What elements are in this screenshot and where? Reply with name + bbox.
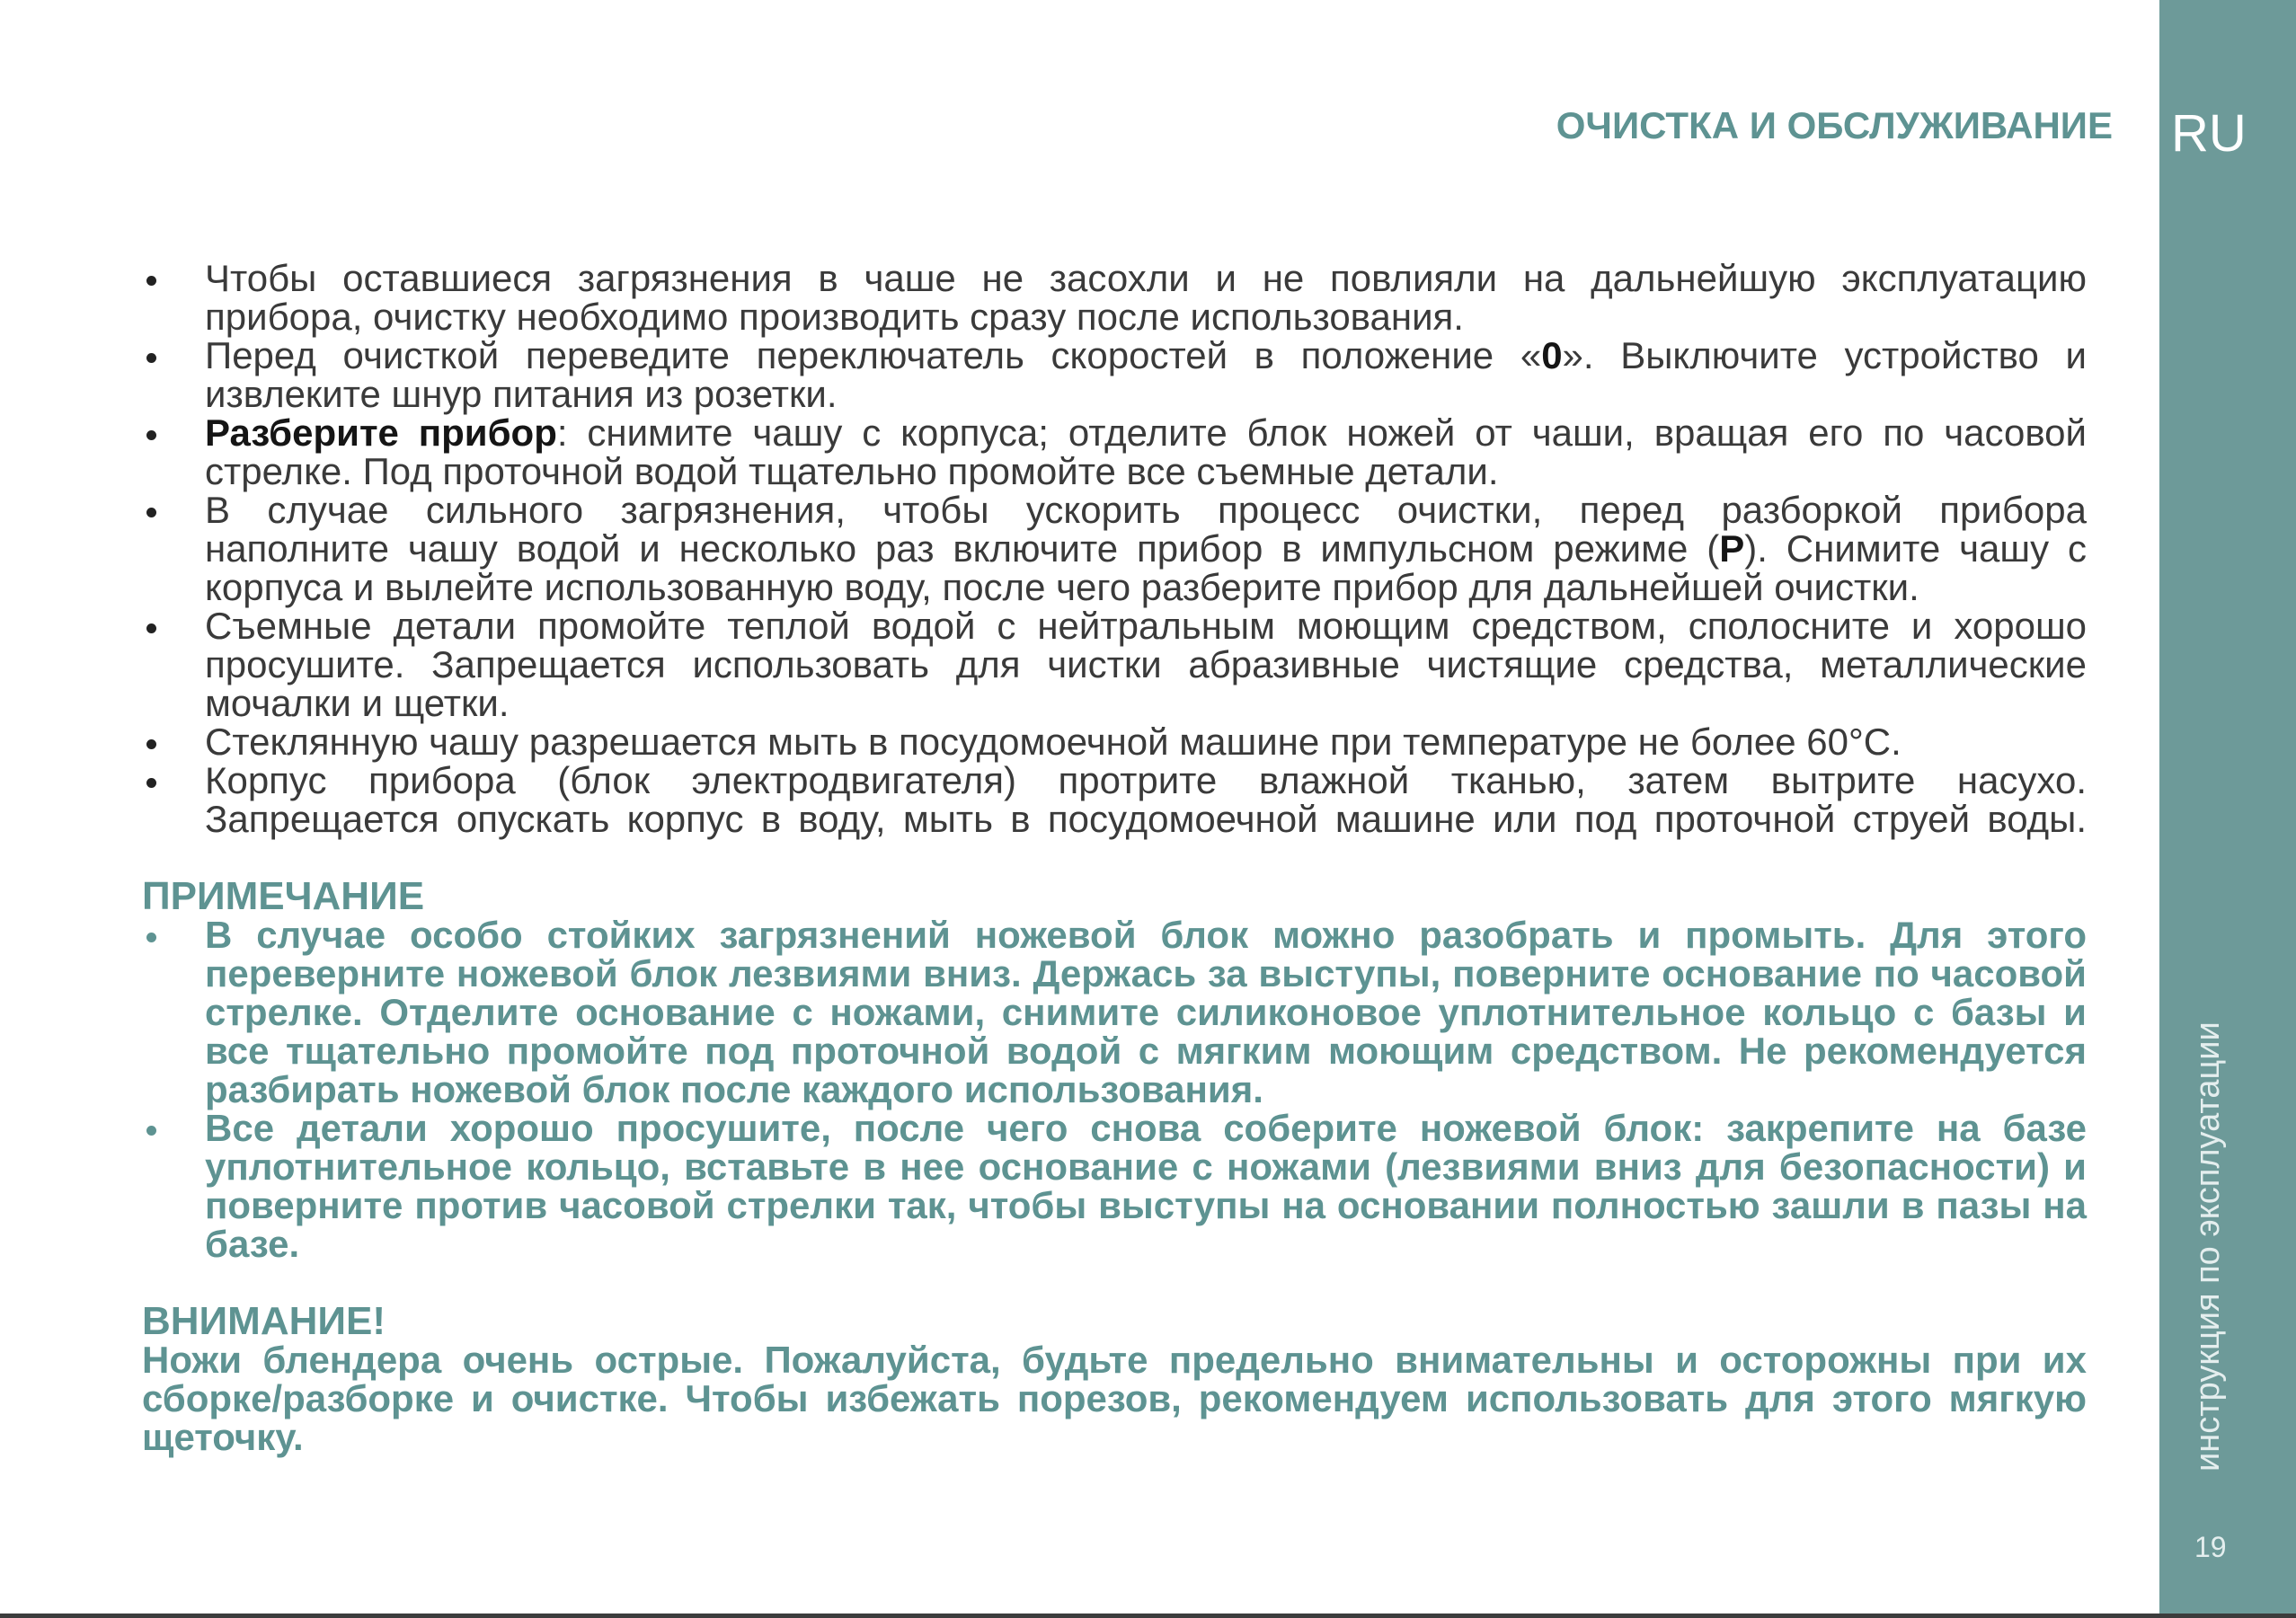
text-line: [205, 491, 2087, 529]
line-text: Ножи блендера очень острые. Пожалуйста, будьте предельно внимательны и осторожны при их: [142, 1339, 2087, 1381]
line-text: [205, 527, 2087, 570]
line-text: разбирать ножевой блок после каждого использования.: [205, 1068, 1263, 1110]
line-text: стрелке. Под проточной водой тщательно промойте все съемные детали.: [205, 450, 1499, 492]
text-line: [205, 336, 2087, 375]
text-line: [205, 259, 2087, 297]
line-text: Запрещается опускать корпус в воду, мыть в посудомоечной машине или под проточной струей воды.: [205, 798, 2087, 840]
bullet-icon: [146, 430, 156, 440]
line-text: переверните ножевой блок лезвиями вниз. Держась за выступы, поверните основание по часовой: [205, 952, 2087, 995]
line-text: извлеките шнур питания из розетки.: [205, 373, 838, 415]
line-text: Съемные детали промойте теплой водой с нейтральным моющим средством, сполосните и хорошо: [205, 605, 2087, 647]
line-text-part: ). Снимите чашу с: [1744, 527, 2087, 570]
line-text: Все детали хорошо просушите, после чего снова соберите ножевой блок: закрепите на базе: [205, 1107, 2087, 1149]
section-title: ОЧИСТКА И ОБСЛУЖИВАНИЕ: [1556, 104, 2113, 146]
line-text: прибора, очистку необходимо производить сразу после использования.: [205, 296, 1464, 338]
list-item: [205, 606, 2087, 722]
line-text: Корпус прибора (блок электродвигателя) протрите влажной тканью, затем вытрите насухо.: [205, 759, 2087, 801]
line-text: щеточку.: [142, 1416, 304, 1458]
list-item: [205, 336, 2087, 413]
text-line: [142, 1418, 2087, 1456]
bullet-icon: [146, 778, 156, 788]
line-text: уплотнительное кольцо, вставьте в нее основание с ножами (лезвиями вниз для безопасности) и: [205, 1145, 2087, 1188]
text-line: [205, 684, 2087, 722]
bullet-icon: [146, 353, 156, 363]
speed-zero-label: 0: [1541, 334, 1563, 376]
text-line: [205, 413, 2087, 452]
line-text: В случае особо стойких загрязнений ножевой блок можно разобрать и промыть. Для этого: [205, 914, 2087, 956]
list-item: [205, 722, 2087, 761]
bullet-icon: [146, 1126, 156, 1136]
text-line: [205, 529, 2087, 568]
line-text: корпуса и вылейте использованную воду, после чего разберите прибор для дальнейшей очистки.: [205, 566, 1919, 608]
bullet-icon: [146, 739, 156, 749]
list-item: [205, 491, 2087, 606]
text-line: [205, 1070, 2087, 1109]
line-text: просушите. Запрещается использовать для чистки абразивные чистящие средства, металлические: [205, 643, 2087, 685]
language-label: RU: [2171, 104, 2247, 163]
text-line: [205, 761, 2087, 800]
text-line: [205, 452, 2087, 491]
bottom-rule: [0, 1614, 2296, 1618]
bullet-icon: [146, 623, 156, 633]
text-line: [142, 1340, 2087, 1379]
line-text: [205, 334, 2087, 376]
line-text: [205, 411, 2087, 454]
spacer: [205, 838, 2087, 877]
text-line: [205, 375, 2087, 413]
line-text: стрелке. Отделите основание с ножами, снимите силиконовое уплотнительное кольцо с базы и: [205, 991, 2087, 1033]
text-line: [205, 645, 2087, 684]
text-line: [142, 1379, 2087, 1418]
text-line: [205, 297, 2087, 336]
text-line: [205, 800, 2087, 838]
pulse-mode-label: P: [1719, 527, 1745, 570]
line-text: Стеклянную чашу разрешается мыть в посудомоечной машине при температуре не более 60°C.: [205, 721, 1902, 763]
note-item: [205, 1109, 2087, 1263]
text-line: [205, 1147, 2087, 1186]
note-heading: ПРИМЕЧАНИЕ: [142, 874, 425, 918]
text-line: [205, 606, 2087, 645]
bullet-icon: [146, 933, 156, 942]
warning-heading: ВНИМАНИЕ!: [142, 1299, 386, 1343]
list-item: [205, 413, 2087, 491]
list-item: [205, 259, 2087, 336]
line-text: базе.: [205, 1223, 300, 1265]
text-line: [205, 915, 2087, 954]
sidebar-band: [2159, 0, 2296, 1618]
text-line: [205, 722, 2087, 761]
text-line: [205, 1109, 2087, 1147]
text-line: [205, 1186, 2087, 1225]
text-line: [205, 1031, 2087, 1070]
line-text-part: ». Выключите устройство и: [1562, 334, 2087, 376]
line-text-part: : снимите чашу с корпуса; отделите блок ножей от чаши, вращая его по часовой: [556, 411, 2087, 454]
emphasis-text: Разберите прибор: [205, 411, 557, 454]
bullet-icon: [146, 276, 156, 286]
bullet-icon: [146, 508, 156, 517]
line-text-part: наполните чашу водой и несколько раз включите прибор в импульсном режиме (: [205, 527, 1720, 570]
list-item: [205, 761, 2087, 838]
spacer: [205, 1263, 2087, 1302]
line-text: поверните против часовой стрелки так, чтобы выступы на основании полностью зашли в пазы на: [205, 1184, 2087, 1226]
text-line: [205, 993, 2087, 1031]
text-line: [205, 1225, 2087, 1263]
note-item: [205, 915, 2087, 1109]
page-number: 19: [2194, 1531, 2227, 1563]
line-text-part: Перед очисткой переведите переключатель скоростей в положение «: [205, 334, 1542, 376]
text-line: [205, 568, 2087, 606]
line-text: В случае сильного загрязнения, чтобы ускорить процесс очистки, перед разборкой прибора: [205, 489, 2087, 531]
line-text: Чтобы оставшиеся загрязнения в чаше не засохли и не повлияли на дальнейшую эксплуатацию: [205, 257, 2087, 299]
content-column: [142, 257, 2087, 1458]
line-text: все тщательно промойте под проточной водой с мягким моющим средством. Не рекомендуется: [205, 1030, 2087, 1072]
side-caption: инструкция по эксплуатации: [2189, 1021, 2227, 1472]
warning-text: [142, 1340, 2087, 1456]
text-line: [205, 954, 2087, 993]
line-text: мочалки и щетки.: [205, 682, 510, 724]
line-text: сборке/разборке и очистке. Чтобы избежать порезов, рекомендуем использовать для этого мягкую: [142, 1377, 2087, 1419]
